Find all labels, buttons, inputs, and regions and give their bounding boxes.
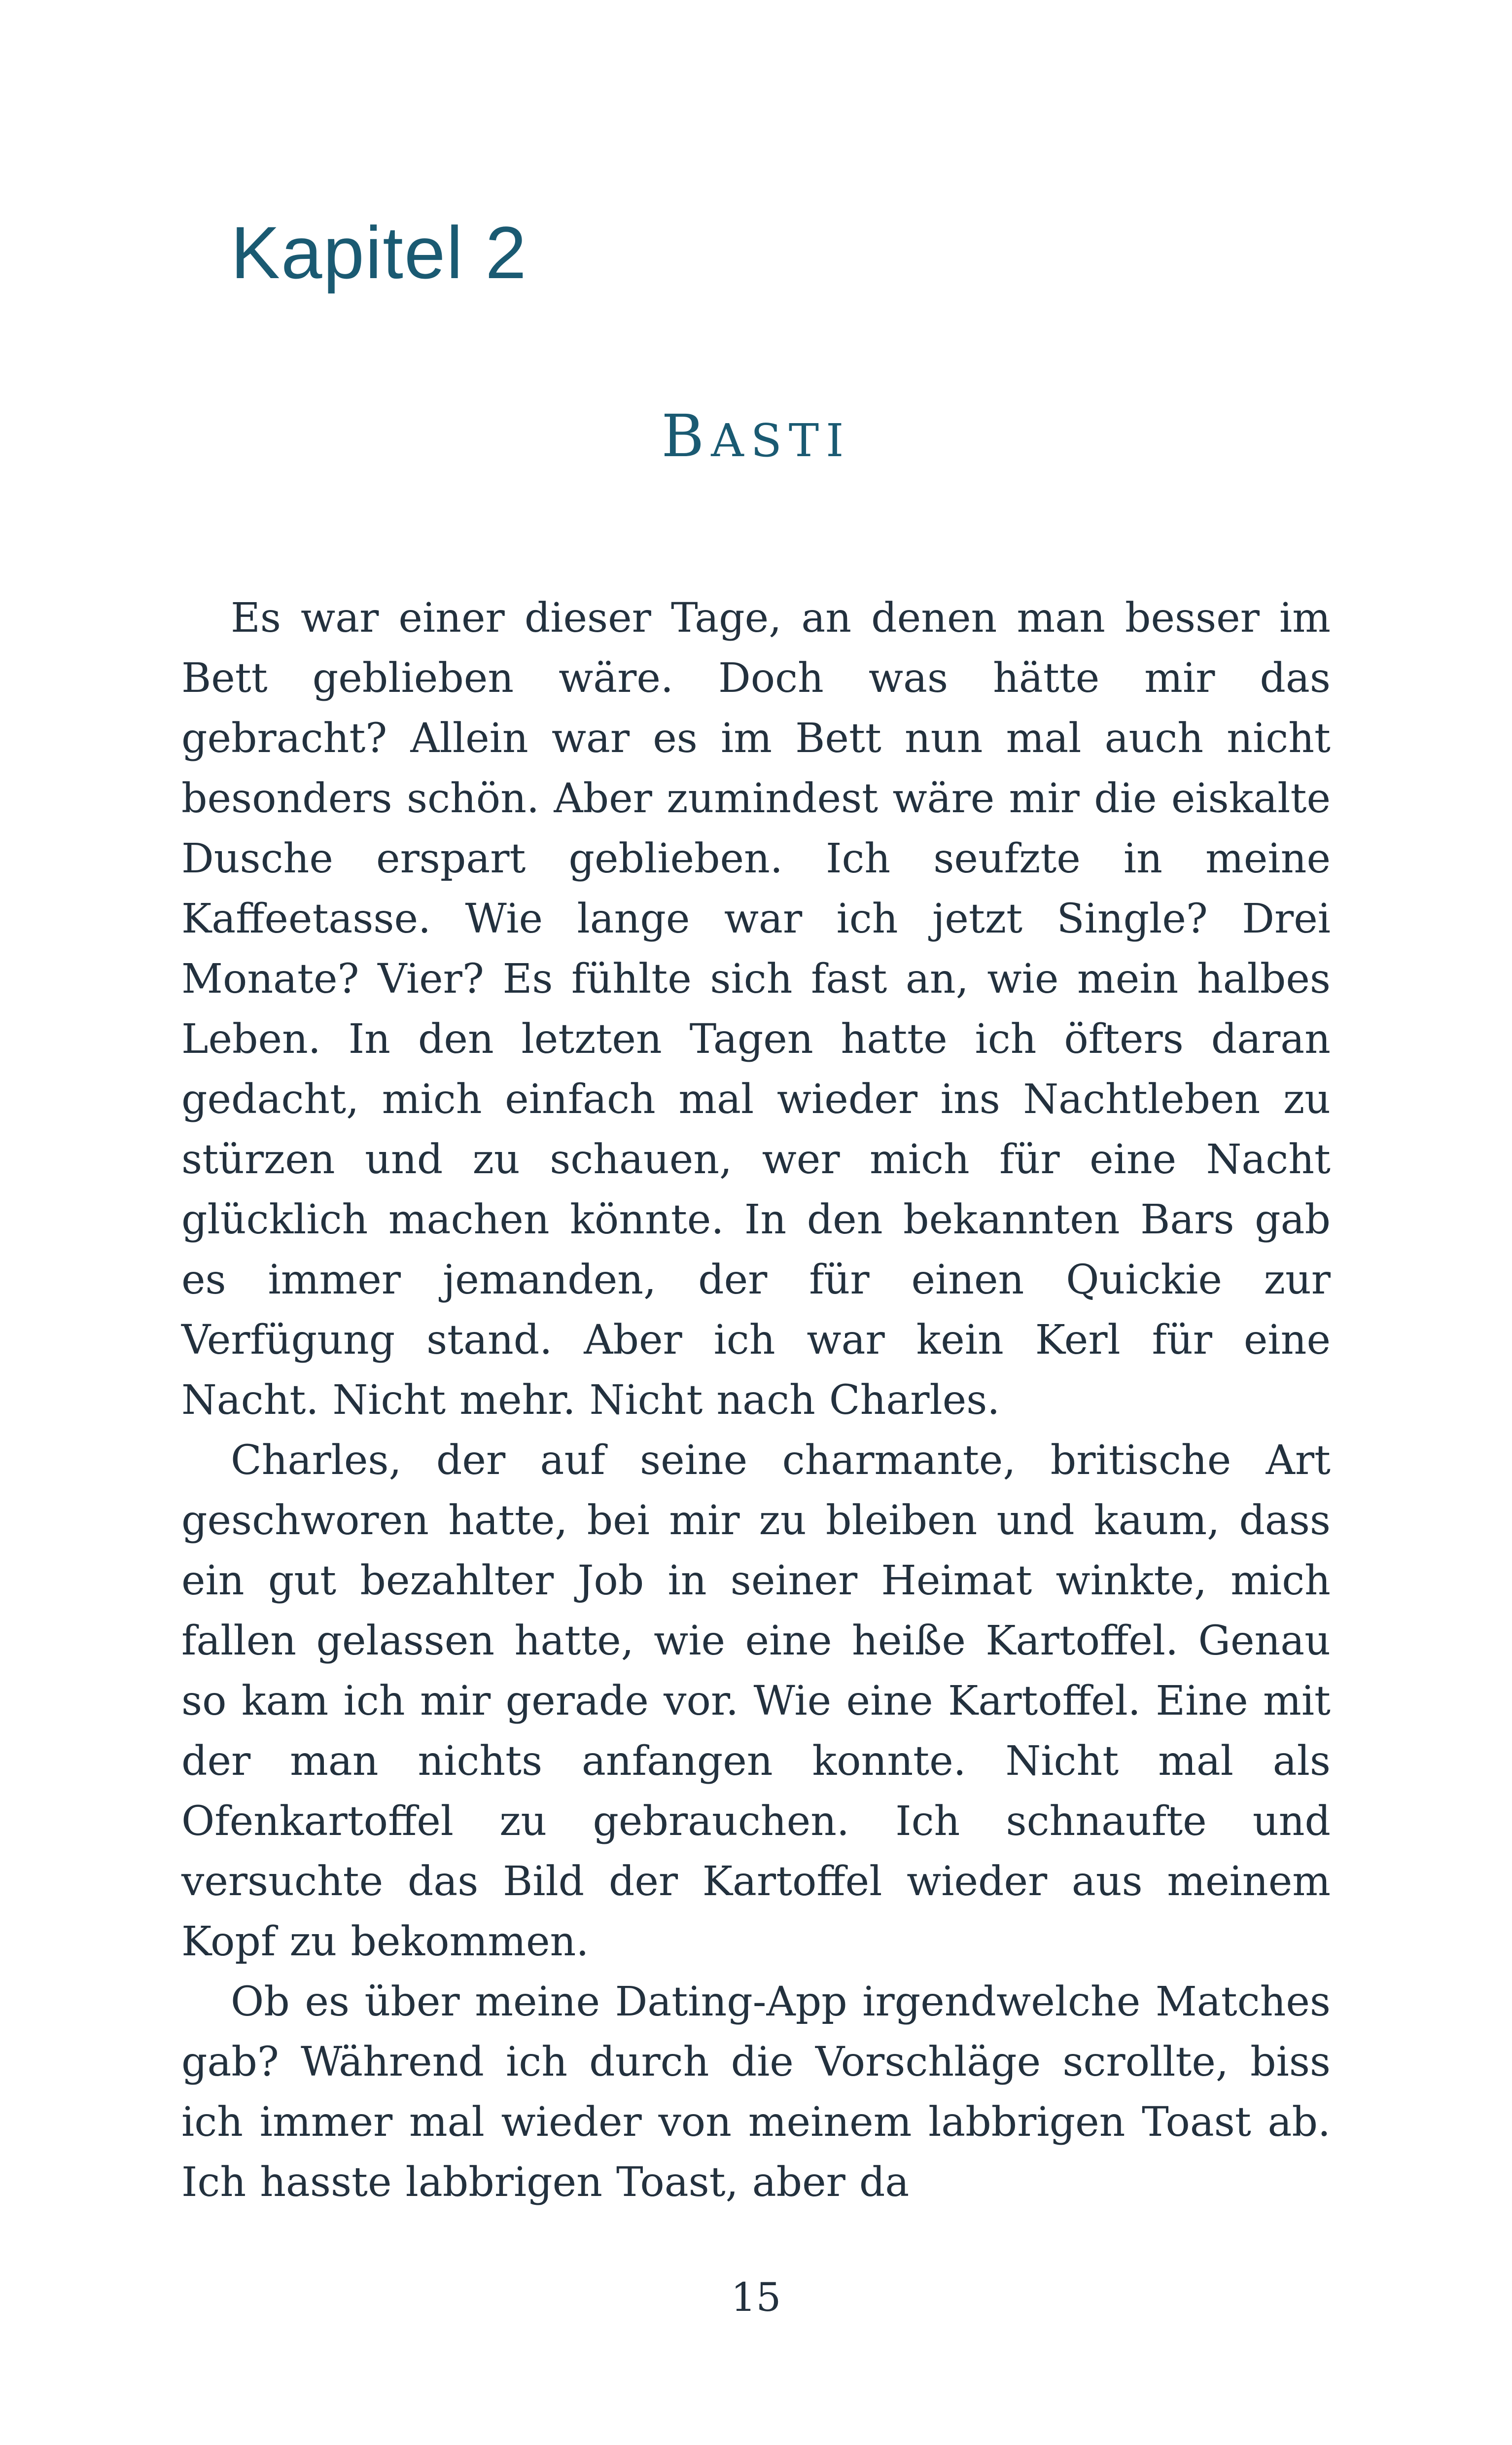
chapter-subtitle xyxy=(181,402,1331,470)
paragraph: Charles, der auf seine charmante, britische Art geschworen hatte, bei mir zu bleiben und kaum, dass ein gut bezahlter Job in seiner Heimat winkte, mich fallen gelassen hatte, wie eine heiße Kartoffel. Genau so kam ich mir gerade vor. Wie eine Kartoffel. Eine mit der man nichts anfangen konnte. Nicht mal als Ofenkartoffel zu gebrauchen. Ich schnaufte und versuchte das Bild der Kartoffel wieder aus meinem Kopf zu bekommen. xyxy=(181,1437,1331,1965)
paragraph: Ob es über meine Dating-App irgendwelche Matches gab? Während ich durch die Vorschläge scrollte, biss ich immer mal wieder von meinem labbrigen Toast ab. Ich hasste labbrigen Toast, aber da xyxy=(181,1978,1331,2206)
paragraph: Es war einer dieser Tage, an denen man besser im Bett geblieben wäre. Doch was hätte mir das gebracht? Allein war es im Bett nun mal auch nicht besonders schön. Aber zumindest wäre mir die eiskalte Dusche erspart geblieben. Ich seufzte in meine Kaffeetasse. Wie lange war ich jetzt Single? Drei Monate? Vier? Es fühlte sich fast an, wie mein halbes Leben. In den letzten Tagen hatte ich öfters daran gedacht, mich einfach mal wieder ins Nachtleben zu stürzen und zu schauen, wer mich für eine Nacht glücklich machen könnte. In den bekannten Bars gab es immer jemanden, der für einen Quickie zur Verfügung stand. Aber ich war kein Kerl für eine Nacht. Nicht mehr. Nicht nach Charles. xyxy=(181,595,1331,1424)
chapter-subtitle-initial: B xyxy=(661,402,711,470)
chapter-subtitle-rest: ASTI xyxy=(711,414,851,467)
chapter-heading: Kapitel 2 xyxy=(231,211,527,294)
page-number: 15 xyxy=(731,2274,781,2320)
body-text xyxy=(181,588,1331,2213)
